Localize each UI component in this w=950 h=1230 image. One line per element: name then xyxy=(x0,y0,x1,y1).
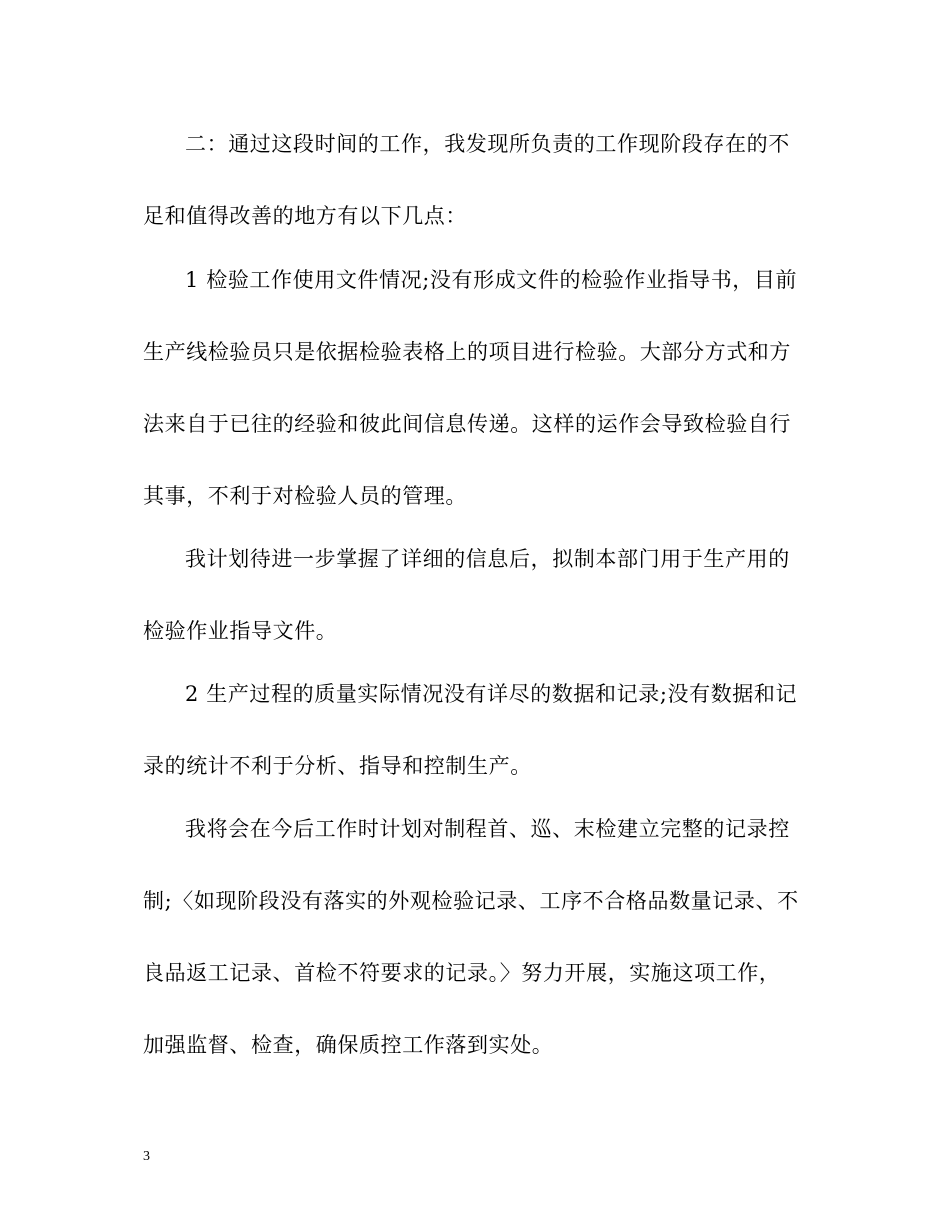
page-number: 3 xyxy=(143,1149,150,1164)
text-line: 生产线检验员只是依据检验表格上的项目进行检验。大部分方式和方 xyxy=(143,340,791,364)
text-line: 其事，不利于对检验人员的管理。 xyxy=(143,484,467,508)
text-line: 良品返工记录、首检不符要求的记录。〉努力开展，实施这项工作， xyxy=(143,961,781,985)
text-line: 1 检验工作使用文件情况;没有形成文件的检验作业指导书，目前 xyxy=(185,268,798,292)
text-line: 法来自于已往的经验和彼此间信息传递。这样的运作会导致检验自行 xyxy=(143,412,791,436)
text-line: 足和值得改善的地方有以下几点： xyxy=(143,204,467,228)
text-line: 2 生产过程的质量实际情况没有详尽的数据和记录;没有数据和记 xyxy=(185,682,798,706)
text-line: 我计划待进一步掌握了详细的信息后，拟制本部门用于生产用的 xyxy=(185,547,790,571)
text-line: 加强监督、检查，确保质控工作落到实处。 xyxy=(143,1033,554,1057)
text-line: 我将会在今后工作时计划对制程首、巡、末检建立完整的记录控 xyxy=(185,817,790,841)
text-line: 制;〈如现阶段没有落实的外观检验记录、工序不合格品数量记录、不 xyxy=(143,889,799,913)
text-line: 录的统计不利于分析、指导和控制生产。 xyxy=(143,754,532,778)
text-line: 二：通过这段时间的工作，我发现所负责的工作现阶段存在的不 xyxy=(185,132,790,156)
text-line: 检验作业指导文件。 xyxy=(143,619,338,643)
